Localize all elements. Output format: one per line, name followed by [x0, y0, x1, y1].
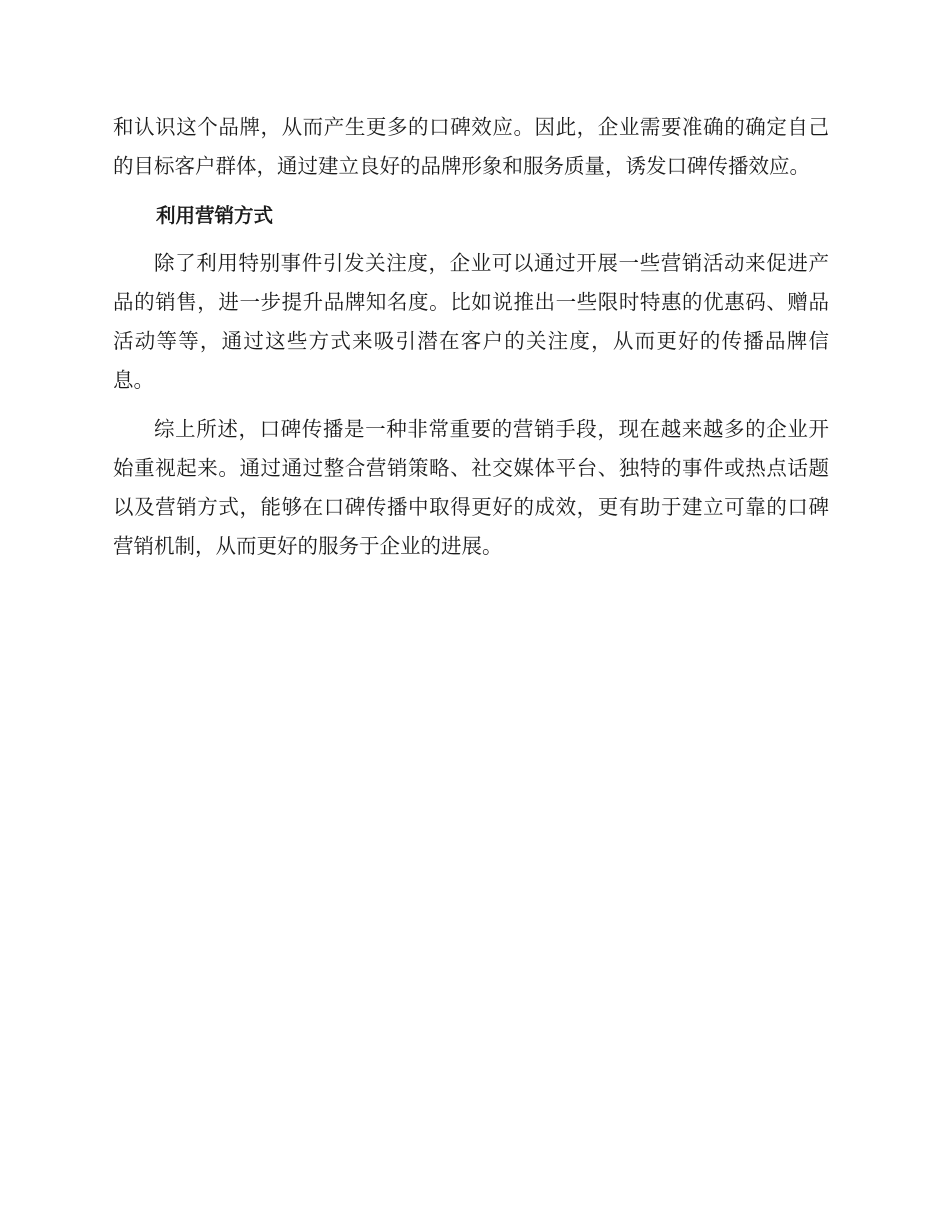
summary-paragraph: 综上所述，口碑传播是一种非常重要的营销手段，现在越来越多的企业开始重视起来。通过通过整合营销策略、社交媒体平台、独特的事件或热点话题以及营销方式，能够在口碑传播中取得更好的成效，更有助于建立可靠的口碑营销机制，从而更好的服务于企业的进展。 — [113, 417, 829, 558]
paragraph-spacer — [113, 400, 829, 410]
continuation-paragraph: 和认识这个品牌，从而产生更多的口碑效应。因此，企业需要准确的确定自己的目标客户群体，通过建立良好的品牌形象和服务质量，诱发口碑传播效应。 — [113, 115, 829, 178]
document-body — [113, 108, 829, 566]
marketing-paragraph: 除了利用特别事件引发关注度，企业可以通过开展一些营销活动来促进产品的销售，进一步提升品牌知名度。比如说推出一些限时特惠的优惠码、赠品活动等等，通过这些方式来吸引潜在客户的关注度，从而更好的传播品牌信息。 — [113, 251, 829, 392]
section-heading: 利用营销方式 — [156, 204, 274, 227]
